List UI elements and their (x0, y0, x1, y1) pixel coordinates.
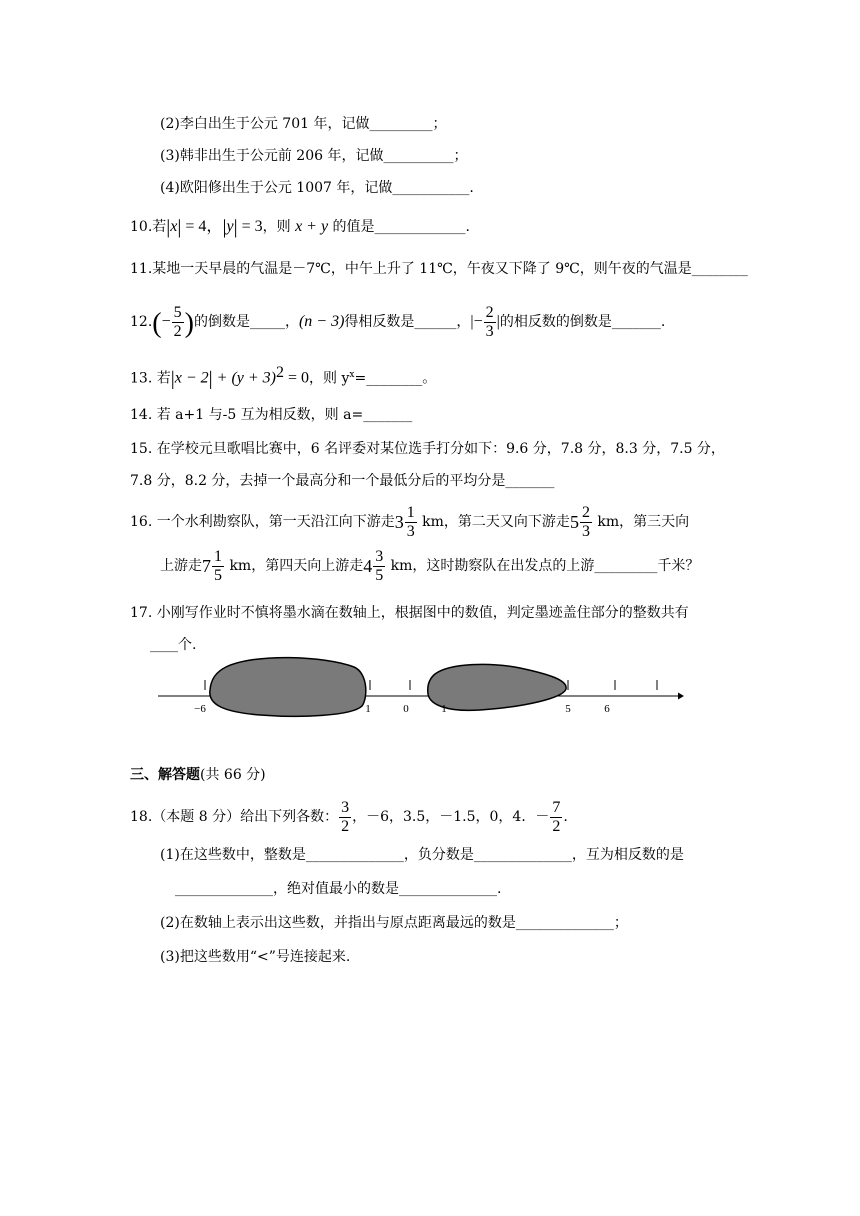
question-13: 13. 若$|x - 2| + (y + 3)^2 = 0$，则 $y^x=\_\_\_\_\_\_\_\_$。 (130, 364, 437, 390)
q18-list: ，－6，3.5，－1.5，0，4．－ (352, 809, 550, 825)
q12-text-3: 的相反数的倒数是_______. (499, 314, 666, 330)
q10-eq4: = 4， (181, 218, 223, 235)
q16-text-d: 上游走 (160, 558, 202, 574)
q12-prefix: 12. (130, 314, 153, 330)
q18-part-3: (3)把这些数用“<”号连接起来. (160, 949, 351, 965)
q10-x: x (170, 218, 178, 235)
q13-sup-x: x (349, 370, 355, 380)
q18-part-2: (2)在数轴上表示出这些数，并指出与原点距离最远的数是______________； (160, 915, 628, 931)
axis-label: 0 (403, 703, 409, 715)
question-17-line-1: 17. 小刚写作业时不慎将墨水滴在数轴上，根据图中的数值，判定墨迹盖住部分的整数共有 (130, 605, 689, 621)
q18-prefix: 18.（本题 8 分）给出下列各数： (130, 809, 339, 825)
q16-text-f: km，这时勘察队在出发点的上游_________千米？ (386, 558, 700, 574)
q12-abs-close: | (496, 313, 500, 330)
ink-blot-left (210, 658, 366, 717)
q18-fraction-2: $\frac{7}{2}$ (552, 798, 561, 835)
question-16-line-1: 16. 一个水利勘察队，第一天沿江向下游走3 $\frac{1}{3}$ km，第二天又向下游走5 $\frac{2}{3}$ km，第三天向 (130, 503, 690, 540)
q10-eq3: = 3 (237, 218, 263, 235)
question-10: 10.若|x| = 4，|y| = 3，则 x + y 的值是_____________. (130, 216, 470, 238)
q16-fraction-2: $\frac{2}{3}$ (581, 503, 590, 540)
axis-label: 1 (365, 703, 371, 715)
q16-fraction-1: $\frac{1}{3}$ (406, 503, 415, 540)
axis-arrow-icon (678, 693, 684, 700)
q12-neg: − (161, 313, 171, 330)
q18-part-1-line-1: (1)在这些数中，整数是______________，负分数是______________，互为相反数的是 (160, 847, 684, 863)
q10-suffix: 的值是_____________. (328, 219, 470, 235)
q9-item-4: (4)欧阳修出生于公元 1007 年，记做___________. (160, 180, 474, 196)
question-14: 14. 若 a+1 与-5 互为相反数，则 a=_______ (130, 407, 413, 423)
axis-label: 1 (441, 703, 447, 715)
q12-text-2: 得相反数是______， (344, 314, 471, 330)
ink-blot-right (428, 664, 566, 710)
question-16-line-2: 上游走7 $\frac{1}{5}$ km，第四天向上游走4 $\frac{3}{5}$ km，这时勘察队在出发点的上游_________千米？ (160, 547, 700, 584)
q18-part-1-line-2: ______________，绝对值最小的数是______________. (175, 881, 502, 897)
q12-abs-open: |− (470, 313, 483, 330)
q13-prefix: 13. 若 (130, 370, 171, 387)
q18-fraction-1: $\frac{3}{2}$ (341, 798, 350, 835)
q9-item-2: (2)李白出生于公元 701 年，记做_________； (160, 116, 447, 132)
axis-label: 6 (604, 703, 610, 715)
axis-label: 5 (565, 703, 571, 715)
q10-y: y (226, 218, 234, 235)
q13-square: 2 (276, 364, 285, 381)
question-15-line-2: 7.8 分，8.2 分，去掉一个最高分和一个最低分后的平均分是_______ (130, 473, 555, 489)
q16-text-e: km，第四天向上游走 (225, 558, 364, 574)
axis-label: −6 (194, 703, 206, 715)
q13-suffix: ，则 y (309, 370, 350, 387)
question-18-stem (130, 797, 568, 837)
q13-expr1: x − 2 (174, 369, 209, 387)
q12-fraction-1: $\frac{5}{2}$ (173, 303, 182, 340)
q10-sum: x + y (295, 218, 329, 235)
section-3-title: 三、解答题 (130, 767, 200, 783)
question-17-line-2: ____个. (150, 637, 197, 653)
question-11: 11.某地一天早晨的气温是－7℃，中午上升了 11℃，午夜又下降了 9℃，则午夜的气温是________ (130, 261, 748, 277)
q18-end: . (563, 809, 568, 825)
section-3-points: (共 66 分) (200, 767, 266, 783)
q12-fraction-2: $\frac{2}{3}$ (485, 303, 494, 340)
section-3-heading (130, 765, 266, 785)
q13-tail: =________。 (354, 370, 437, 387)
number-line-figure (150, 650, 690, 725)
question-12: 12.(− $\frac{5}{2}$ )的倒数是_____，(n − 3)得相反数是______，|− $\frac{2}{3}$ |的相反数的倒数是_______. (130, 303, 666, 340)
q13-eq: = 0 (284, 369, 310, 387)
q12-text-1: 的倒数是_____， (193, 314, 299, 330)
q10-mid: ，则 (262, 219, 296, 235)
q9-item-3: (3)韩非出生于公元前 206 年，记做__________； (160, 148, 468, 164)
q16-text-b: km，第二天又向下游走 (417, 514, 570, 530)
q16-text-a: 16. 一个水利勘察队，第一天沿江向下游走 (130, 514, 395, 530)
question-15-line-1: 15. 在学校元旦歌唱比赛中，6 名评委对某位选手打分如下：9.6 分，7.8 分，8.3 分，7.5 分， (130, 441, 725, 457)
q13-plus: + (y + 3) (212, 369, 277, 387)
q16-fraction-3: $\frac{1}{5}$ (214, 547, 222, 584)
q10-prefix: 10.若 (130, 219, 167, 235)
q16-fraction-4: $\frac{3}{5}$ (375, 547, 384, 584)
q16-text-c: km，第三天向 (592, 514, 690, 530)
q12-expr: (n − 3) (298, 313, 345, 330)
